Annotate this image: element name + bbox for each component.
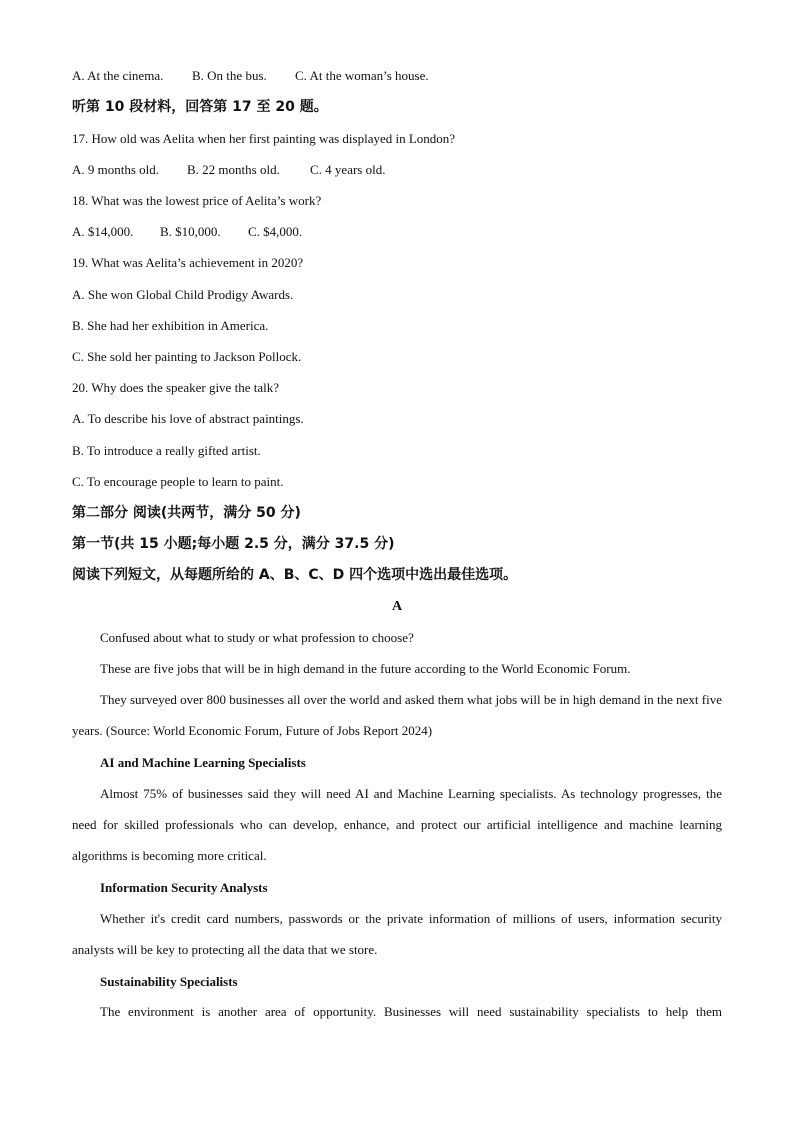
- heading-security: Information Security Analysts: [100, 880, 268, 895]
- option-c: C. 4 years old.: [310, 162, 386, 177]
- option-c: C. $4,000.: [248, 224, 303, 239]
- heading-ai-ml: AI and Machine Learning Specialists: [100, 755, 306, 770]
- paragraph-intro-question: Confused about what to study or what profession to choose?: [100, 630, 414, 645]
- paragraph-five-jobs: These are five jobs that will be in high demand in the future according to the World Economic Forum.: [100, 661, 631, 676]
- option-b: B. $10,000.: [160, 224, 221, 239]
- q17-stem: 17. How old was Aelita when her first painting was displayed in London?: [72, 131, 456, 146]
- q18-options: [72, 223, 302, 241]
- option-c: C. At the woman’s house.: [295, 68, 429, 83]
- option-b: B. 22 months old.: [187, 162, 280, 177]
- paragraph-survey: They surveyed over 800 businesses all over the world and asked them what jobs will be in high demand in the next five years. (Source: World Economic Forum, Future of Jobs Report 2024): [72, 692, 722, 738]
- heading-sustainability: Sustainability Specialists: [100, 974, 238, 989]
- paragraph-ai-ml: Almost 75% of businesses said they will need AI and Machine Learning specialists. As technology progresses, the need for skilled professionals who can develop, enhance, and protect our artificial intelligence and machine learning algorithms is becoming more critical.: [72, 786, 722, 863]
- q18-stem: 18. What was the lowest price of Aelita’s work?: [72, 193, 322, 208]
- reading-instruction: 阅读下列短文，从每题所给的 A、B、C、D 四个选项中选出最佳选项。: [72, 567, 518, 583]
- q19-option-a: A. She won Global Child Prodigy Awards.: [72, 287, 294, 302]
- option-a: A. 9 months old.: [72, 162, 160, 177]
- q16-options: [72, 67, 429, 85]
- q20-option-b: B. To introduce a really gifted artist.: [72, 443, 261, 458]
- part2-title: 第二部分 阅读(共两节，满分 50 分): [72, 505, 301, 521]
- section10-instruction: 听第 10 段材料，回答第 17 至 20 题。: [72, 99, 328, 115]
- paragraph-security: Whether it's credit card numbers, passwords or the private information of millions of users, information security analysts will be key to protecting all the data that we store.: [72, 911, 722, 957]
- passage-letter: A: [391, 599, 403, 614]
- q19-option-b: B. She had her exhibition in America.: [72, 318, 269, 333]
- q19-stem: 19. What was Aelita’s achievement in 2020?: [72, 255, 304, 270]
- q20-option-c: C. To encourage people to learn to paint.: [72, 474, 284, 489]
- option-a: A. At the cinema.: [72, 68, 164, 83]
- option-b: B. On the bus.: [192, 68, 267, 83]
- option-a: A. $14,000.: [72, 224, 134, 239]
- q19-option-c: C. She sold her painting to Jackson Pollock.: [72, 349, 302, 364]
- q20-stem: 20. Why does the speaker give the talk?: [72, 380, 279, 395]
- q17-options: [72, 161, 385, 179]
- q20-option-a: A. To describe his love of abstract paintings.: [72, 411, 304, 426]
- section1-title: 第一节(共 15 小题;每小题 2.5 分，满分 37.5 分): [72, 536, 395, 552]
- paragraph-sustainability: The environment is another area of opportunity. Businesses will need sustainability specialists to help them: [100, 1004, 722, 1019]
